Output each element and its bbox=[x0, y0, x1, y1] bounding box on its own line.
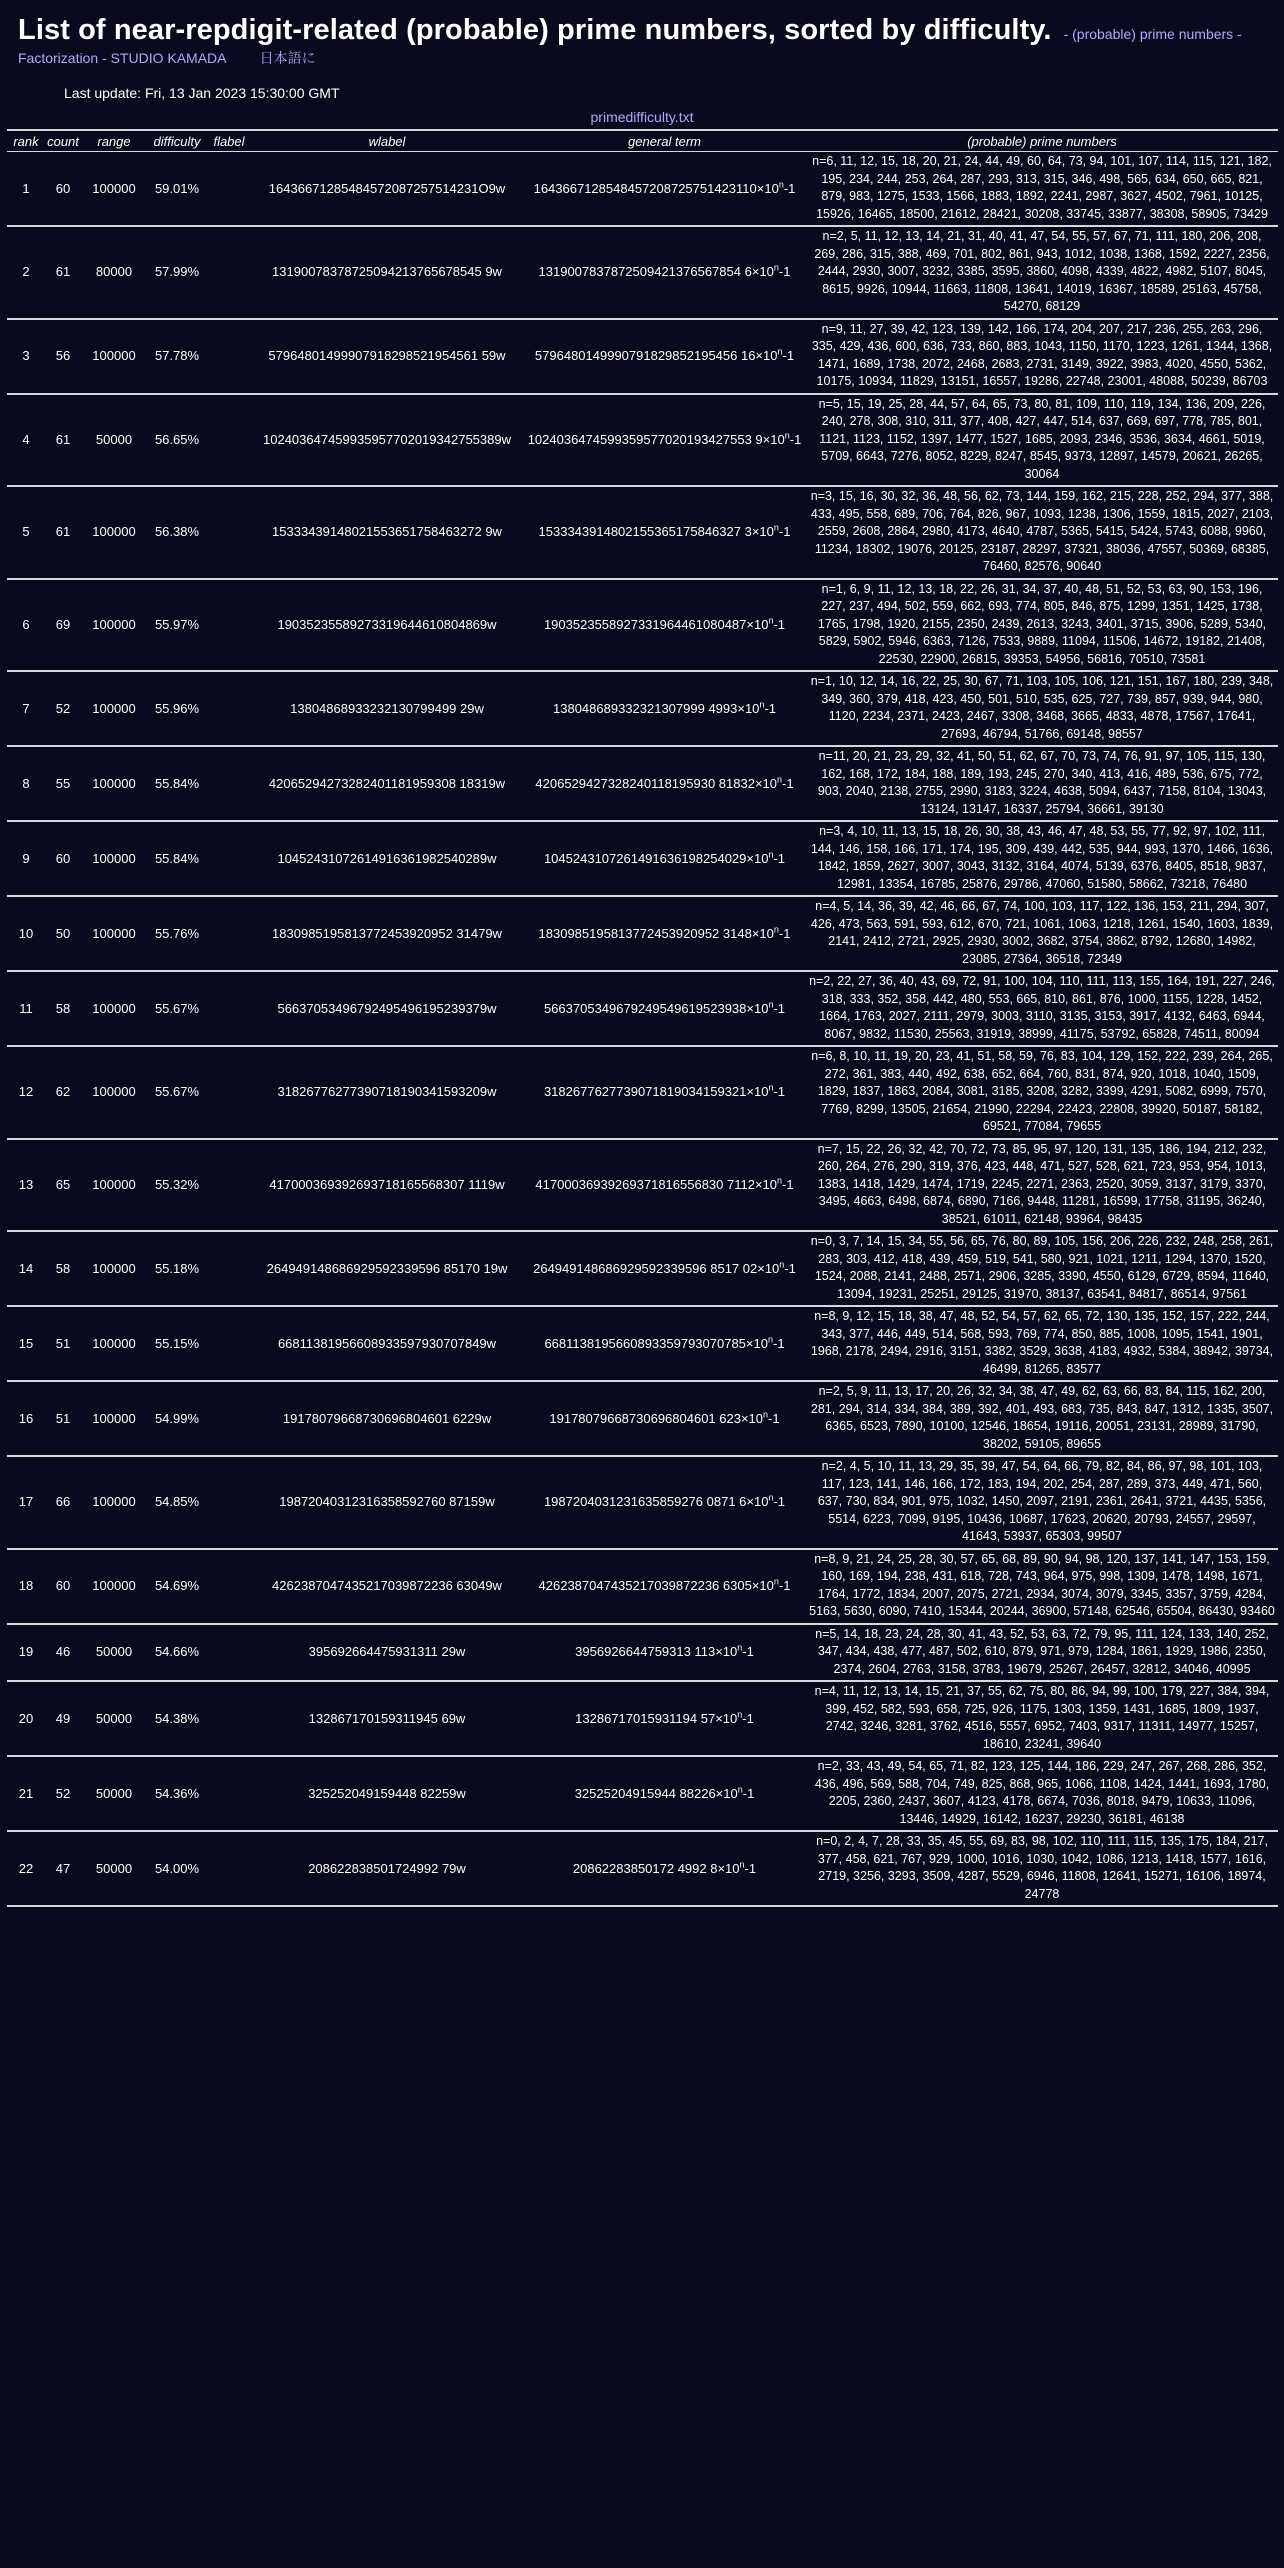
wlabel-cell: 57964801499907918298521954561 59w bbox=[251, 319, 523, 394]
general-term-cell bbox=[523, 1231, 806, 1306]
general-term-exponent: n bbox=[777, 346, 783, 357]
table-row bbox=[7, 1549, 1278, 1624]
wlabel-cell: 1830985195813772453920952 31479w bbox=[251, 896, 523, 971]
difficulty-cell: 54.00% bbox=[147, 1831, 207, 1906]
rank-cell: 13 bbox=[7, 1139, 45, 1232]
general-term-exponent: n bbox=[773, 1576, 779, 1587]
general-term-tail: -1 bbox=[778, 925, 791, 941]
wlabel-cell: 264949148686929592339596 85170 19w bbox=[251, 1231, 523, 1306]
wlabel-cell: 15333439148021553651758463272 9w bbox=[251, 486, 523, 579]
flabel-cell bbox=[207, 1624, 251, 1682]
count-cell: 60 bbox=[45, 152, 81, 227]
count-cell: 62 bbox=[45, 1046, 81, 1139]
primes-cell: n=6, 8, 10, 11, 19, 20, 23, 41, 51, 58, 59, 76, 83, 104, 129, 152, 222, 239, 264, 265, 272, 361, 383, 440, 492, 638, 652, 664, 760, 831, 874, 920, 1018, 1040, 1509, 1829, 1837, 1863, 2084, 3081, 3185, 3208, 3282, 3399, 4291, 5082, 6999, 7570, 7769, 8299, 13505, 21654, 21990, 22294, 22423, 22808, 39920, 50187, 58182, 69521, 77084, 79655 bbox=[806, 1046, 1278, 1139]
table-header-row bbox=[7, 130, 1278, 152]
table-row bbox=[7, 1831, 1278, 1906]
general-term-cell bbox=[523, 1306, 806, 1381]
wlabel-cell: 208622838501724992 79w bbox=[251, 1831, 523, 1906]
primes-cell: n=8, 9, 12, 15, 18, 38, 47, 48, 52, 54, 57, 62, 65, 72, 130, 135, 152, 157, 222, 244, 343, 377, 446, 449, 514, 568, 593, 769, 774, 850, 885, 1008, 1095, 1541, 1901, 1968, 2178, 2494, 2916, 3151, 3382, 3529, 3638, 4183, 4932, 5384, 38942, 39734, 46499, 81265, 83577 bbox=[806, 1306, 1278, 1381]
table-row bbox=[7, 1456, 1278, 1549]
page-title: List of near-repdigit-related (probable) prime numbers, sorted by difficulty. bbox=[18, 14, 1052, 46]
difficulty-table bbox=[7, 129, 1278, 1907]
table-row bbox=[7, 486, 1278, 579]
range-cell: 100000 bbox=[81, 971, 147, 1046]
difficulty-cell: 54.36% bbox=[147, 1756, 207, 1831]
difficulty-cell: 56.38% bbox=[147, 486, 207, 579]
general-term-exponent: n bbox=[773, 262, 779, 273]
col-header-difficulty: difficulty bbox=[147, 130, 207, 152]
general-term-tail: -1 bbox=[784, 1260, 796, 1276]
range-cell: 50000 bbox=[81, 1756, 147, 1831]
primes-cell: n=2, 22, 27, 36, 40, 43, 69, 72, 91, 100, 104, 110, 111, 113, 155, 164, 191, 227, 246, 318, 333, 352, 358, 442, 480, 553, 665, 810, 861, 876, 1000, 1155, 1228, 1452, 1664, 1763, 2027, 2111, 2979, 3003, 3110, 3135, 3153, 3917, 4132, 6463, 6944, 8067, 9832, 11530, 25563, 31919, 38999, 41175, 53792, 65828, 74511, 80094 bbox=[806, 971, 1278, 1046]
flabel-cell bbox=[207, 579, 251, 672]
range-cell: 50000 bbox=[81, 1624, 147, 1682]
range-cell: 100000 bbox=[81, 1046, 147, 1139]
range-cell: 100000 bbox=[81, 486, 147, 579]
count-cell: 60 bbox=[45, 1549, 81, 1624]
flabel-cell bbox=[207, 1681, 251, 1756]
primes-cell: n=4, 5, 14, 36, 39, 42, 46, 66, 67, 74, 100, 103, 117, 122, 136, 153, 211, 294, 307, 426, 473, 563, 591, 593, 612, 670, 721, 1061, 1063, 1218, 1261, 1540, 1603, 1839, 2141, 2412, 2721, 2925, 2930, 3002, 3682, 3754, 3862, 8792, 12680, 14982, 23085, 27364, 36518, 72349 bbox=[806, 896, 1278, 971]
general-term-exponent: n bbox=[763, 1409, 769, 1420]
wlabel-cell: 56637053496792495496195239379w bbox=[251, 971, 523, 1046]
japanese-language-link[interactable]: 日本語に bbox=[259, 50, 316, 66]
general-term-cell bbox=[523, 579, 806, 672]
last-update: Last update: Fri, 13 Jan 2023 15:30:00 GMT bbox=[64, 85, 340, 101]
wlabel-cell: 19178079668730696804601 6229w bbox=[251, 1381, 523, 1456]
difficulty-cell: 57.99% bbox=[147, 226, 207, 319]
general-term-tail: -1 bbox=[789, 431, 802, 447]
difficulty-cell: 55.32% bbox=[147, 1139, 207, 1232]
general-term-tail: -1 bbox=[778, 264, 791, 280]
general-term-base: 1987204031231635859276 0871 6×10 bbox=[543, 1494, 769, 1510]
wlabel-cell: 66811381956608933597930707849w bbox=[251, 1306, 523, 1381]
wlabel-cell: 19035235589273319644610804869w bbox=[251, 579, 523, 672]
general-term-tail: -1 bbox=[782, 775, 794, 791]
col-header-flabel: flabel bbox=[207, 130, 251, 152]
count-cell: 51 bbox=[45, 1306, 81, 1381]
general-term-exponent: n bbox=[739, 1859, 745, 1870]
rank-cell: 14 bbox=[7, 1231, 45, 1306]
count-cell: 65 bbox=[45, 1139, 81, 1232]
difficulty-cell: 55.84% bbox=[147, 746, 207, 821]
general-term-tail: -1 bbox=[773, 1494, 786, 1510]
rank-cell: 9 bbox=[7, 821, 45, 896]
difficulty-cell: 55.67% bbox=[147, 971, 207, 1046]
general-term-tail: -1 bbox=[773, 616, 786, 632]
primes-cell: n=0, 3, 7, 14, 15, 34, 55, 56, 65, 76, 80, 89, 105, 156, 206, 226, 232, 248, 258, 261, 283, 303, 412, 418, 439, 459, 519, 541, 580, 921, 1021, 1211, 1294, 1370, 1520, 1524, 2088, 2141, 2488, 2571, 2906, 3285, 3390, 4550, 6129, 6729, 8594, 11640, 13094, 19231, 25251, 29125, 31970, 38137, 63541, 84817, 86514, 97561 bbox=[806, 1231, 1278, 1306]
primes-cell: n=2, 4, 5, 10, 11, 13, 29, 35, 39, 47, 54, 64, 66, 79, 82, 84, 86, 97, 98, 101, 103, 117, 123, 141, 146, 166, 172, 183, 194, 202, 254, 287, 289, 373, 449, 471, 560, 637, 730, 834, 901, 975, 1032, 1450, 2097, 2191, 2361, 2641, 3721, 4435, 5356, 5514, 6223, 7099, 9195, 10436, 10687, 17623, 20620, 20793, 24557, 29597, 41643, 53937, 65303, 99507 bbox=[806, 1456, 1278, 1549]
general-term-base: 5796480149990791829852195456 16×10 bbox=[534, 348, 778, 363]
general-term-cell bbox=[523, 1681, 806, 1756]
general-term-exponent: n bbox=[768, 1492, 774, 1503]
general-term-exponent: n bbox=[768, 615, 774, 626]
table-row bbox=[7, 226, 1278, 319]
flabel-cell bbox=[207, 226, 251, 319]
table-row bbox=[7, 1624, 1278, 1682]
flabel-cell bbox=[207, 394, 251, 487]
flabel-cell bbox=[207, 486, 251, 579]
primes-cell: n=11, 20, 21, 23, 29, 32, 41, 50, 51, 62, 67, 70, 73, 74, 76, 91, 97, 105, 115, 130, 162, 168, 172, 184, 188, 189, 193, 245, 270, 340, 413, 416, 489, 536, 675, 772, 903, 2040, 2138, 2755, 2990, 3183, 3224, 4638, 5094, 6437, 7158, 8104, 13043, 13124, 13147, 16337, 25794, 36661, 39130 bbox=[806, 746, 1278, 821]
general-term-base: 3182677627739071819034159321×10 bbox=[543, 1084, 769, 1100]
range-cell: 100000 bbox=[81, 1306, 147, 1381]
range-cell: 100000 bbox=[81, 1231, 147, 1306]
general-term-tail: -1 bbox=[742, 1644, 754, 1660]
general-term-base: 1319007837872509421376567854 6×10 bbox=[538, 264, 774, 280]
rank-cell: 21 bbox=[7, 1756, 45, 1831]
general-term-exponent: n bbox=[767, 1334, 773, 1345]
general-term-exponent: n bbox=[773, 522, 779, 533]
general-term-cell bbox=[523, 486, 806, 579]
table-row bbox=[7, 1306, 1278, 1381]
flabel-cell bbox=[207, 746, 251, 821]
count-cell: 69 bbox=[45, 579, 81, 672]
primes-cell: n=2, 5, 11, 12, 13, 14, 21, 31, 40, 41, 47, 54, 55, 57, 67, 71, 111, 180, 206, 208, 269, 286, 315, 388, 469, 701, 802, 861, 943, 1012, 1038, 1368, 1592, 2227, 2356, 2444, 2930, 3007, 3232, 3385, 3595, 3860, 4098, 4339, 4822, 4982, 5107, 8045, 8615, 9926, 10944, 11663, 11808, 13641, 14019, 16367, 18589, 25163, 45758, 54270, 68129 bbox=[806, 226, 1278, 319]
table-row bbox=[7, 1139, 1278, 1232]
difficulty-cell: 55.84% bbox=[147, 821, 207, 896]
col-header-count: count bbox=[45, 130, 81, 152]
wlabel-cell: 10452431072614916361982540289w bbox=[251, 821, 523, 896]
count-cell: 60 bbox=[45, 821, 81, 896]
wlabel-cell: 325252049159448 82259w bbox=[251, 1756, 523, 1831]
general-term-tail: -1 bbox=[772, 1335, 785, 1351]
rank-cell: 18 bbox=[7, 1549, 45, 1624]
general-term-exponent: n bbox=[768, 849, 774, 860]
data-file-link[interactable]: primedifficulty.txt bbox=[590, 109, 694, 125]
general-term-base: 1830985195813772453920952 3148×10 bbox=[538, 925, 774, 941]
general-term-tail: -1 bbox=[742, 1785, 755, 1801]
flabel-cell bbox=[207, 1456, 251, 1549]
rank-cell: 16 bbox=[7, 1381, 45, 1456]
range-cell: 100000 bbox=[81, 746, 147, 821]
general-term-tail: -1 bbox=[768, 1410, 780, 1426]
general-term-base: 4262387047435217039872236 6305×10 bbox=[538, 1578, 774, 1593]
general-term-base: 1643667128548457208725751423110×10 bbox=[533, 180, 779, 196]
range-cell: 100000 bbox=[81, 1549, 147, 1624]
general-term-cell bbox=[523, 746, 806, 821]
wlabel-cell: 102403647459935957702019342755389w bbox=[251, 394, 523, 487]
primes-cell: n=3, 4, 10, 11, 13, 15, 18, 26, 30, 38, 43, 46, 47, 48, 53, 55, 77, 92, 97, 102, 111, 144, 146, 158, 166, 171, 174, 195, 309, 439, 442, 535, 944, 993, 1370, 1466, 1636, 1842, 1859, 2627, 3007, 3043, 3132, 3164, 4074, 5139, 6376, 8405, 8518, 9837, 12981, 13354, 16785, 25876, 29786, 47060, 51580, 58662, 73218, 76480 bbox=[806, 821, 1278, 896]
count-cell: 61 bbox=[45, 226, 81, 319]
difficulty-cell: 55.67% bbox=[147, 1046, 207, 1139]
primes-cell: n=3, 15, 16, 30, 32, 36, 48, 56, 62, 73, 144, 159, 162, 215, 228, 252, 294, 377, 388, 433, 495, 558, 689, 706, 764, 826, 967, 1093, 1238, 1306, 1559, 1815, 2027, 2103, 2559, 2608, 2864, 2980, 4173, 4640, 4787, 5365, 5415, 5424, 5743, 6088, 9960, 11234, 18302, 19076, 20125, 23187, 28297, 37321, 38036, 47557, 50369, 68385, 76460, 82576, 90640 bbox=[806, 486, 1278, 579]
flabel-cell bbox=[207, 319, 251, 394]
general-term-base: 1533343914802155365175846327 3×10 bbox=[538, 524, 774, 540]
count-cell: 61 bbox=[45, 486, 81, 579]
rank-cell: 17 bbox=[7, 1456, 45, 1549]
wlabel-cell: 42065294273282401181959308 18319w bbox=[251, 746, 523, 821]
flabel-cell bbox=[207, 1139, 251, 1232]
general-term-cell bbox=[523, 1831, 806, 1906]
table-row bbox=[7, 671, 1278, 746]
general-term-base: 1045243107261491636198254029×10 bbox=[543, 850, 769, 866]
primes-cell: n=5, 14, 18, 23, 24, 28, 30, 41, 43, 52, 53, 63, 72, 79, 95, 111, 124, 133, 140, 252, 347, 434, 438, 477, 487, 502, 610, 879, 971, 979, 1284, 1861, 1929, 1986, 2350, 2374, 2604, 2763, 3158, 3783, 19679, 25267, 26457, 32812, 34046, 40995 bbox=[806, 1624, 1278, 1682]
rank-cell: 8 bbox=[7, 746, 45, 821]
general-term-exponent: n bbox=[759, 699, 765, 710]
general-term-tail: -1 bbox=[744, 1860, 757, 1876]
table-row bbox=[7, 1046, 1278, 1139]
general-term-exponent: n bbox=[773, 924, 779, 935]
site-link[interactable]: Factorization - STUDIO KAMADA bbox=[18, 50, 226, 66]
rank-cell: 19 bbox=[7, 1624, 45, 1682]
title-line bbox=[18, 14, 1266, 47]
wlabel-cell: 31826776277390718190341593209w bbox=[251, 1046, 523, 1139]
general-term-cell bbox=[523, 1139, 806, 1232]
rank-cell: 6 bbox=[7, 579, 45, 672]
difficulty-cell: 55.76% bbox=[147, 896, 207, 971]
flabel-cell bbox=[207, 896, 251, 971]
flabel-cell bbox=[207, 1306, 251, 1381]
general-term-cell bbox=[523, 1456, 806, 1549]
rank-cell: 11 bbox=[7, 971, 45, 1046]
difficulty-cell: 59.01% bbox=[147, 152, 207, 227]
table-row bbox=[7, 896, 1278, 971]
table-row bbox=[7, 746, 1278, 821]
general-term-tail: -1 bbox=[764, 700, 776, 716]
general-term-cell bbox=[523, 1756, 806, 1831]
primes-cell: n=1, 10, 12, 14, 16, 22, 25, 30, 67, 71, 103, 105, 106, 121, 151, 167, 180, 239, 348, 349, 360, 379, 418, 423, 450, 501, 510, 535, 625, 727, 739, 857, 939, 944, 980, 1120, 2234, 2371, 2423, 2467, 3308, 3468, 3665, 4833, 4878, 17567, 17641, 27693, 46794, 51766, 69148, 98557 bbox=[806, 671, 1278, 746]
general-term-exponent: n bbox=[737, 1784, 743, 1795]
flabel-cell bbox=[207, 671, 251, 746]
general-term-exponent: n bbox=[778, 179, 784, 190]
table-row bbox=[7, 1381, 1278, 1456]
count-cell: 52 bbox=[45, 1756, 81, 1831]
rank-cell: 5 bbox=[7, 486, 45, 579]
wlabel-cell: 395692664475931311 29w bbox=[251, 1624, 523, 1682]
general-term-base: 4206529427328240118195930 81832×10 bbox=[535, 775, 778, 791]
table-row bbox=[7, 1231, 1278, 1306]
general-term-base: 1024036474599359577020193427553 9×10 bbox=[527, 431, 785, 447]
general-term-cell bbox=[523, 1046, 806, 1139]
rank-cell: 4 bbox=[7, 394, 45, 487]
difficulty-cell: 56.65% bbox=[147, 394, 207, 487]
wlabel-cell: 132867170159311945 69w bbox=[251, 1681, 523, 1756]
count-cell: 46 bbox=[45, 1624, 81, 1682]
general-term-exponent: n bbox=[779, 1259, 785, 1270]
general-term-base: 3956926644759313 113×10 bbox=[575, 1644, 738, 1660]
rank-cell: 12 bbox=[7, 1046, 45, 1139]
range-cell: 100000 bbox=[81, 152, 147, 227]
col-header-wlabel: wlabel bbox=[251, 130, 523, 152]
primes-cell: n=9, 11, 27, 39, 42, 123, 139, 142, 166, 174, 204, 207, 217, 236, 255, 263, 296, 335, 429, 436, 600, 636, 733, 860, 883, 1043, 1150, 1170, 1223, 1261, 1344, 1368, 1471, 1689, 1738, 2072, 2468, 2683, 2731, 3149, 3922, 3983, 4020, 4550, 5362, 10175, 10934, 11829, 13151, 16557, 19286, 22748, 23001, 48088, 50239, 86703 bbox=[806, 319, 1278, 394]
difficulty-cell: 55.15% bbox=[147, 1306, 207, 1381]
difficulty-cell: 54.99% bbox=[147, 1381, 207, 1456]
rank-cell: 10 bbox=[7, 896, 45, 971]
col-header-range: range bbox=[81, 130, 147, 152]
difficulty-cell: 54.66% bbox=[147, 1624, 207, 1682]
rank-cell: 2 bbox=[7, 226, 45, 319]
general-term-exponent: n bbox=[768, 1082, 774, 1093]
count-cell: 50 bbox=[45, 896, 81, 971]
general-term-base: 264949148686929592339596 8517 02×10 bbox=[533, 1260, 780, 1276]
range-cell: 100000 bbox=[81, 319, 147, 394]
count-cell: 61 bbox=[45, 394, 81, 487]
general-term-cell bbox=[523, 1549, 806, 1624]
general-term-cell bbox=[523, 1381, 806, 1456]
general-term-tail: -1 bbox=[782, 348, 795, 363]
wlabel-cell: 13190078378725094213765678545 9w bbox=[251, 226, 523, 319]
range-cell: 100000 bbox=[81, 1139, 147, 1232]
count-cell: 66 bbox=[45, 1456, 81, 1549]
primes-cell: n=6, 11, 12, 15, 18, 20, 21, 24, 44, 49, 60, 64, 73, 94, 101, 107, 114, 115, 121, 182, 195, 234, 244, 253, 264, 287, 293, 313, 315, 346, 498, 565, 634, 650, 665, 821, 879, 983, 1275, 1533, 1566, 1883, 1892, 2241, 2987, 3627, 4502, 7961, 10125, 15926, 16465, 18500, 21612, 28421, 30208, 33745, 33877, 38308, 58905, 73429 bbox=[806, 152, 1278, 227]
wlabel-cell: 19872040312316358592760 87159w bbox=[251, 1456, 523, 1549]
col-header-primes: (probable) prime numbers bbox=[806, 130, 1278, 152]
general-term-base: 6681138195660893359793070785×10 bbox=[544, 1335, 768, 1351]
primes-cell: n=7, 15, 22, 26, 32, 42, 70, 72, 73, 85, 95, 97, 120, 131, 135, 186, 194, 212, 232, 260, 264, 276, 290, 319, 376, 423, 448, 471, 527, 528, 621, 723, 953, 954, 1013, 1383, 1418, 1429, 1474, 1719, 2245, 2271, 2363, 2520, 3059, 3137, 3179, 3370, 3495, 4663, 6498, 6874, 6890, 7166, 9448, 11281, 16599, 17758, 31195, 36240, 38521, 61011, 62148, 93964, 98435 bbox=[806, 1139, 1278, 1232]
general-term-cell bbox=[523, 394, 806, 487]
general-term-base: 32525204915944 88226×10 bbox=[574, 1785, 738, 1801]
flabel-cell bbox=[207, 1756, 251, 1831]
general-term-tail: -1 bbox=[742, 1710, 754, 1726]
range-cell: 100000 bbox=[81, 671, 147, 746]
count-cell: 51 bbox=[45, 1381, 81, 1456]
difficulty-cell: 54.69% bbox=[147, 1549, 207, 1624]
difficulty-cell: 55.97% bbox=[147, 579, 207, 672]
range-cell: 80000 bbox=[81, 226, 147, 319]
general-term-tail: -1 bbox=[773, 1000, 786, 1016]
primes-cell: n=1, 6, 9, 11, 12, 13, 18, 22, 26, 31, 34, 37, 40, 48, 51, 52, 53, 63, 90, 153, 196, 227, 237, 494, 502, 559, 662, 693, 774, 805, 846, 875, 1299, 1351, 1425, 1738, 1765, 1798, 1920, 2155, 2350, 2439, 2613, 3243, 3401, 3715, 3906, 5289, 5340, 5829, 5902, 5946, 6363, 7126, 7533, 9889, 11094, 11506, 14672, 19182, 21408, 22530, 22900, 26815, 39353, 54956, 56816, 70510, 73581 bbox=[806, 579, 1278, 672]
rank-cell: 3 bbox=[7, 319, 45, 394]
range-cell: 100000 bbox=[81, 1381, 147, 1456]
difficulty-cell: 54.85% bbox=[147, 1456, 207, 1549]
general-term-tail: -1 bbox=[782, 1176, 794, 1192]
general-term-exponent: n bbox=[777, 774, 783, 785]
count-cell: 49 bbox=[45, 1681, 81, 1756]
table-row bbox=[7, 1756, 1278, 1831]
count-cell: 58 bbox=[45, 1231, 81, 1306]
general-term-base: 138048689332321307999 4993×10 bbox=[553, 700, 760, 716]
rank-cell: 22 bbox=[7, 1831, 45, 1906]
flabel-cell bbox=[207, 152, 251, 227]
primes-cell: n=0, 2, 4, 7, 28, 33, 35, 45, 55, 69, 83, 98, 102, 110, 111, 115, 135, 175, 184, 217, 377, 458, 621, 767, 929, 1000, 1016, 1030, 1042, 1086, 1213, 1418, 1577, 1616, 2719, 3256, 3293, 3509, 4287, 5529, 6946, 11808, 12641, 15271, 16106, 18974, 24778 bbox=[806, 1831, 1278, 1906]
general-term-cell bbox=[523, 1624, 806, 1682]
primes-cell: n=8, 9, 21, 24, 25, 28, 30, 57, 65, 68, 89, 90, 94, 98, 120, 137, 141, 147, 153, 159, 160, 169, 194, 238, 431, 618, 728, 743, 964, 975, 998, 1309, 1478, 1498, 1671, 1764, 1772, 1834, 2007, 2075, 2721, 2934, 3074, 3079, 3345, 3357, 3759, 4284, 5163, 5630, 6090, 7410, 15344, 20244, 36900, 57148, 62546, 65504, 86430, 93460 bbox=[806, 1549, 1278, 1624]
table-row bbox=[7, 394, 1278, 487]
difficulty-cell: 54.38% bbox=[147, 1681, 207, 1756]
page-header bbox=[0, 0, 1284, 101]
primes-cell: n=4, 11, 12, 13, 14, 15, 21, 37, 55, 62, 75, 80, 86, 94, 99, 100, 179, 227, 384, 394, 399, 452, 582, 593, 658, 725, 926, 1175, 1303, 1359, 1431, 1685, 1809, 1937, 2742, 3246, 3281, 3762, 4516, 5557, 6952, 7403, 9317, 11311, 14977, 15257, 18610, 23241, 39640 bbox=[806, 1681, 1278, 1756]
range-cell: 50000 bbox=[81, 1681, 147, 1756]
count-cell: 52 bbox=[45, 671, 81, 746]
range-cell: 50000 bbox=[81, 394, 147, 487]
primes-cell: n=2, 33, 43, 49, 54, 65, 71, 82, 123, 125, 144, 186, 229, 247, 267, 268, 286, 352, 436, 496, 569, 588, 704, 749, 825, 868, 965, 1066, 1108, 1424, 1441, 1693, 1780, 2205, 2360, 2437, 3607, 4123, 4178, 6674, 7036, 8018, 9479, 10633, 11096, 13446, 14929, 16142, 16237, 29230, 36181, 46138 bbox=[806, 1756, 1278, 1831]
flabel-cell bbox=[207, 1046, 251, 1139]
range-cell: 100000 bbox=[81, 896, 147, 971]
general-term-cell bbox=[523, 671, 806, 746]
flabel-cell bbox=[207, 1231, 251, 1306]
flabel-cell bbox=[207, 971, 251, 1046]
count-cell: 58 bbox=[45, 971, 81, 1046]
difficulty-cell: 57.78% bbox=[147, 319, 207, 394]
general-term-tail: -1 bbox=[773, 850, 786, 866]
general-term-cell bbox=[523, 896, 806, 971]
wlabel-cell: 13804868933232130799499 29w bbox=[251, 671, 523, 746]
general-term-exponent: n bbox=[768, 999, 774, 1010]
range-cell: 100000 bbox=[81, 821, 147, 896]
rank-cell: 7 bbox=[7, 671, 45, 746]
difficulty-cell: 55.18% bbox=[147, 1231, 207, 1306]
general-term-base: 19178079668730696804601 623×10 bbox=[549, 1410, 764, 1426]
wlabel-cell: 417000369392693718165568307 1119w bbox=[251, 1139, 523, 1232]
general-term-exponent: n bbox=[737, 1642, 743, 1653]
table-row bbox=[7, 152, 1278, 227]
general-term-base: 41700036939269371816556830 7112×10 bbox=[535, 1176, 778, 1192]
general-term-cell bbox=[523, 971, 806, 1046]
col-header-rank: rank bbox=[7, 130, 45, 152]
general-term-exponent: n bbox=[777, 1175, 783, 1186]
primes-cell: n=5, 15, 19, 25, 28, 44, 57, 64, 65, 73, 80, 81, 109, 110, 119, 134, 136, 209, 226, 240, 278, 308, 310, 311, 377, 408, 427, 447, 514, 637, 669, 697, 778, 785, 801, 1121, 1123, 1152, 1397, 1477, 1527, 1685, 2093, 2346, 3536, 3634, 4661, 5019, 5709, 6643, 7276, 8052, 8229, 8247, 8545, 9373, 12897, 14579, 20621, 26265, 30064 bbox=[806, 394, 1278, 487]
count-cell: 55 bbox=[45, 746, 81, 821]
rank-cell: 20 bbox=[7, 1681, 45, 1756]
range-cell: 100000 bbox=[81, 579, 147, 672]
rank-cell: 15 bbox=[7, 1306, 45, 1381]
wlabel-cell: 4262387047435217039872236 63049w bbox=[251, 1549, 523, 1624]
general-term-exponent: n bbox=[737, 1709, 743, 1720]
rank-cell: 1 bbox=[7, 152, 45, 227]
general-term-cell bbox=[523, 226, 806, 319]
table-row bbox=[7, 319, 1278, 394]
wlabel-cell: 16436671285484572087257514231O9w bbox=[251, 152, 523, 227]
table-row bbox=[7, 971, 1278, 1046]
general-term-tail: -1 bbox=[773, 1084, 786, 1100]
general-term-exponent: n bbox=[784, 430, 790, 441]
general-term-base: 1903523558927331964461080487×10 bbox=[543, 616, 769, 632]
table-row bbox=[7, 821, 1278, 896]
general-term-base: 13286717015931194 57×10 bbox=[575, 1710, 738, 1726]
general-term-cell bbox=[523, 821, 806, 896]
table-row bbox=[7, 579, 1278, 672]
general-term-cell bbox=[523, 319, 806, 394]
count-cell: 56 bbox=[45, 319, 81, 394]
flabel-cell bbox=[207, 1549, 251, 1624]
general-term-cell bbox=[523, 152, 806, 227]
general-term-tail: -1 bbox=[778, 1578, 791, 1593]
breadcrumb bbox=[18, 48, 1266, 68]
primes-section-link[interactable]: - (probable) prime numbers - bbox=[1063, 26, 1242, 42]
general-term-tail: -1 bbox=[783, 180, 796, 196]
general-term-base: 5663705349679249549619523938×10 bbox=[543, 1000, 769, 1016]
range-cell: 50000 bbox=[81, 1831, 147, 1906]
flabel-cell bbox=[207, 821, 251, 896]
range-cell: 100000 bbox=[81, 1456, 147, 1549]
difficulty-cell: 55.96% bbox=[147, 671, 207, 746]
primes-cell: n=2, 5, 9, 11, 13, 17, 20, 26, 32, 34, 38, 47, 49, 62, 63, 66, 83, 84, 115, 162, 200, 281, 294, 314, 334, 384, 389, 392, 401, 493, 683, 735, 843, 847, 1312, 1335, 3507, 6365, 6523, 7890, 10100, 12546, 18654, 19116, 20051, 23131, 28989, 31790, 38202, 59105, 89655 bbox=[806, 1381, 1278, 1456]
flabel-cell bbox=[207, 1381, 251, 1456]
col-header-general-term: general term bbox=[523, 130, 806, 152]
flabel-cell bbox=[207, 1831, 251, 1906]
general-term-base: 20862283850172 4992 8×10 bbox=[572, 1860, 740, 1876]
general-term-tail: -1 bbox=[778, 524, 791, 540]
count-cell: 47 bbox=[45, 1831, 81, 1906]
table-row bbox=[7, 1681, 1278, 1756]
